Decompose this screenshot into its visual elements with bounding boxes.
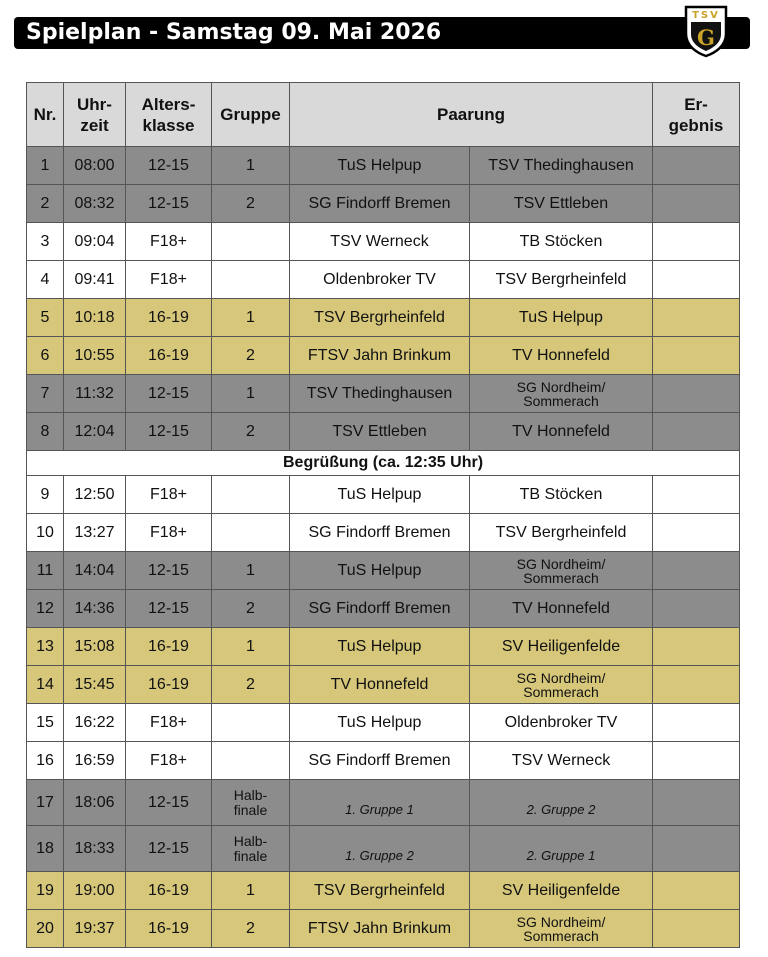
match-group: 1 bbox=[212, 552, 290, 590]
match-nr: 16 bbox=[27, 742, 64, 780]
title-bar bbox=[14, 17, 750, 49]
match-nr: 4 bbox=[27, 261, 64, 299]
match-nr: 11 bbox=[27, 552, 64, 590]
match-home: TSV Werneck bbox=[290, 223, 470, 261]
break-note: Begrüßung (ca. 12:35 Uhr) bbox=[27, 451, 740, 476]
match-result bbox=[653, 704, 740, 742]
match-group: 1 bbox=[212, 628, 290, 666]
match-away: SV Heiligenfelde bbox=[470, 872, 653, 910]
table-row bbox=[27, 375, 740, 413]
match-age: F18+ bbox=[126, 223, 212, 261]
match-home: 1. Gruppe 2 bbox=[290, 826, 470, 872]
match-away: TSV Werneck bbox=[470, 742, 653, 780]
match-age: 12-15 bbox=[126, 413, 212, 451]
match-group: 2 bbox=[212, 590, 290, 628]
table-row bbox=[27, 552, 740, 590]
table-row bbox=[27, 628, 740, 666]
match-time: 15:45 bbox=[64, 666, 126, 704]
schedule-table bbox=[26, 82, 740, 948]
match-home: TuS Helpup bbox=[290, 476, 470, 514]
table-row bbox=[27, 742, 740, 780]
match-time: 12:50 bbox=[64, 476, 126, 514]
match-home: TuS Helpup bbox=[290, 147, 470, 185]
match-age: 12-15 bbox=[126, 590, 212, 628]
page-title: Spielplan - Samstag 09. Mai 2026 bbox=[26, 20, 442, 45]
match-nr: 7 bbox=[27, 375, 64, 413]
match-age: 12-15 bbox=[126, 185, 212, 223]
match-time: 09:41 bbox=[64, 261, 126, 299]
match-result bbox=[653, 826, 740, 872]
match-home: TSV Bergrheinfeld bbox=[290, 872, 470, 910]
match-home: SG Findorff Bremen bbox=[290, 742, 470, 780]
match-time: 08:00 bbox=[64, 147, 126, 185]
match-home: SG Findorff Bremen bbox=[290, 590, 470, 628]
match-away: SG Nordheim/ Sommerach bbox=[470, 552, 653, 590]
match-group: 2 bbox=[212, 910, 290, 948]
match-home: TuS Helpup bbox=[290, 552, 470, 590]
table-row bbox=[27, 337, 740, 375]
match-result bbox=[653, 514, 740, 552]
col-time: Uhr- zeit bbox=[64, 83, 126, 147]
match-group: 1 bbox=[212, 147, 290, 185]
match-group: 1 bbox=[212, 375, 290, 413]
match-time: 18:33 bbox=[64, 826, 126, 872]
table-row bbox=[27, 704, 740, 742]
match-nr: 3 bbox=[27, 223, 64, 261]
table-row bbox=[27, 299, 740, 337]
match-time: 13:27 bbox=[64, 514, 126, 552]
match-age: 16-19 bbox=[126, 628, 212, 666]
match-group bbox=[212, 476, 290, 514]
match-group bbox=[212, 223, 290, 261]
match-nr: 6 bbox=[27, 337, 64, 375]
match-group: 2 bbox=[212, 666, 290, 704]
match-home: TuS Helpup bbox=[290, 704, 470, 742]
match-time: 16:59 bbox=[64, 742, 126, 780]
match-home: TSV Ettleben bbox=[290, 413, 470, 451]
match-time: 14:36 bbox=[64, 590, 126, 628]
match-age: F18+ bbox=[126, 261, 212, 299]
table-row bbox=[27, 223, 740, 261]
match-away: TV Honnefeld bbox=[470, 590, 653, 628]
match-group: 2 bbox=[212, 185, 290, 223]
match-away: TuS Helpup bbox=[470, 299, 653, 337]
match-nr: 14 bbox=[27, 666, 64, 704]
match-time: 14:04 bbox=[64, 552, 126, 590]
match-away: TB Stöcken bbox=[470, 476, 653, 514]
match-home: FTSV Jahn Brinkum bbox=[290, 910, 470, 948]
match-nr: 15 bbox=[27, 704, 64, 742]
match-age: 16-19 bbox=[126, 666, 212, 704]
match-age: 16-19 bbox=[126, 872, 212, 910]
match-away: 2. Gruppe 2 bbox=[470, 780, 653, 826]
match-nr: 19 bbox=[27, 872, 64, 910]
match-group: 2 bbox=[212, 413, 290, 451]
match-time: 11:32 bbox=[64, 375, 126, 413]
match-age: F18+ bbox=[126, 742, 212, 780]
match-away: TB Stöcken bbox=[470, 223, 653, 261]
match-result bbox=[653, 910, 740, 948]
col-nr: Nr. bbox=[27, 83, 64, 147]
match-group: 1 bbox=[212, 872, 290, 910]
table-row bbox=[27, 872, 740, 910]
match-time: 09:04 bbox=[64, 223, 126, 261]
col-age: Alters- klasse bbox=[126, 83, 212, 147]
match-age: 12-15 bbox=[126, 552, 212, 590]
match-age: 12-15 bbox=[126, 826, 212, 872]
table-row bbox=[27, 514, 740, 552]
match-group bbox=[212, 704, 290, 742]
table-row bbox=[27, 826, 740, 872]
table-row bbox=[27, 261, 740, 299]
match-away: SG Nordheim/ Sommerach bbox=[470, 375, 653, 413]
match-result bbox=[653, 476, 740, 514]
match-away: SG Nordheim/ Sommerach bbox=[470, 666, 653, 704]
match-nr: 18 bbox=[27, 826, 64, 872]
match-away: SV Heiligenfelde bbox=[470, 628, 653, 666]
match-result bbox=[653, 223, 740, 261]
match-group bbox=[212, 261, 290, 299]
match-time: 10:18 bbox=[64, 299, 126, 337]
match-result bbox=[653, 666, 740, 704]
match-away: SG Nordheim/ Sommerach bbox=[470, 910, 653, 948]
match-away: TSV Ettleben bbox=[470, 185, 653, 223]
header-row bbox=[27, 83, 740, 147]
match-home: 1. Gruppe 1 bbox=[290, 780, 470, 826]
col-result: Er- gebnis bbox=[653, 83, 740, 147]
match-group: Halb- finale bbox=[212, 780, 290, 826]
match-away: TV Honnefeld bbox=[470, 337, 653, 375]
break-row bbox=[27, 451, 740, 476]
match-home: TV Honnefeld bbox=[290, 666, 470, 704]
table-row bbox=[27, 910, 740, 948]
match-home: TSV Thedinghausen bbox=[290, 375, 470, 413]
match-age: 12-15 bbox=[126, 147, 212, 185]
match-age: 12-15 bbox=[126, 375, 212, 413]
match-home: SG Findorff Bremen bbox=[290, 185, 470, 223]
match-age: 16-19 bbox=[126, 299, 212, 337]
match-time: 18:06 bbox=[64, 780, 126, 826]
match-age: F18+ bbox=[126, 476, 212, 514]
club-logo bbox=[683, 4, 729, 58]
match-time: 15:08 bbox=[64, 628, 126, 666]
table-row bbox=[27, 413, 740, 451]
match-home: Oldenbroker TV bbox=[290, 261, 470, 299]
match-age: F18+ bbox=[126, 514, 212, 552]
match-away: TSV Thedinghausen bbox=[470, 147, 653, 185]
match-nr: 17 bbox=[27, 780, 64, 826]
match-result bbox=[653, 147, 740, 185]
match-home: FTSV Jahn Brinkum bbox=[290, 337, 470, 375]
match-nr: 9 bbox=[27, 476, 64, 514]
col-group: Gruppe bbox=[212, 83, 290, 147]
table-row bbox=[27, 476, 740, 514]
table-row bbox=[27, 666, 740, 704]
match-away: 2. Gruppe 1 bbox=[470, 826, 653, 872]
match-home: TSV Bergrheinfeld bbox=[290, 299, 470, 337]
match-nr: 8 bbox=[27, 413, 64, 451]
match-nr: 5 bbox=[27, 299, 64, 337]
table-row bbox=[27, 590, 740, 628]
match-result bbox=[653, 872, 740, 910]
match-away: TV Honnefeld bbox=[470, 413, 653, 451]
match-group: 2 bbox=[212, 337, 290, 375]
match-result bbox=[653, 337, 740, 375]
match-age: 16-19 bbox=[126, 910, 212, 948]
match-result bbox=[653, 261, 740, 299]
match-away: TSV Bergrheinfeld bbox=[470, 514, 653, 552]
match-age: F18+ bbox=[126, 704, 212, 742]
table-row bbox=[27, 780, 740, 826]
match-group: Halb- finale bbox=[212, 826, 290, 872]
match-result bbox=[653, 185, 740, 223]
match-time: 19:00 bbox=[64, 872, 126, 910]
logo-letters: TSV bbox=[692, 10, 720, 21]
match-result bbox=[653, 299, 740, 337]
match-result bbox=[653, 552, 740, 590]
match-time: 16:22 bbox=[64, 704, 126, 742]
match-nr: 2 bbox=[27, 185, 64, 223]
match-nr: 12 bbox=[27, 590, 64, 628]
match-result bbox=[653, 375, 740, 413]
match-nr: 1 bbox=[27, 147, 64, 185]
col-pairing: Paarung bbox=[290, 83, 653, 147]
match-home: SG Findorff Bremen bbox=[290, 514, 470, 552]
match-home: TuS Helpup bbox=[290, 628, 470, 666]
match-result bbox=[653, 742, 740, 780]
match-nr: 20 bbox=[27, 910, 64, 948]
match-time: 12:04 bbox=[64, 413, 126, 451]
match-time: 08:32 bbox=[64, 185, 126, 223]
match-group: 1 bbox=[212, 299, 290, 337]
match-time: 10:55 bbox=[64, 337, 126, 375]
match-away: TSV Bergrheinfeld bbox=[470, 261, 653, 299]
match-nr: 13 bbox=[27, 628, 64, 666]
table-row bbox=[27, 185, 740, 223]
match-result bbox=[653, 413, 740, 451]
match-result bbox=[653, 780, 740, 826]
match-age: 16-19 bbox=[126, 337, 212, 375]
logo-initial: G bbox=[697, 25, 715, 50]
match-group bbox=[212, 514, 290, 552]
match-age: 12-15 bbox=[126, 780, 212, 826]
match-group bbox=[212, 742, 290, 780]
table-row bbox=[27, 147, 740, 185]
match-result bbox=[653, 628, 740, 666]
match-away: Oldenbroker TV bbox=[470, 704, 653, 742]
match-nr: 10 bbox=[27, 514, 64, 552]
match-result bbox=[653, 590, 740, 628]
match-time: 19:37 bbox=[64, 910, 126, 948]
